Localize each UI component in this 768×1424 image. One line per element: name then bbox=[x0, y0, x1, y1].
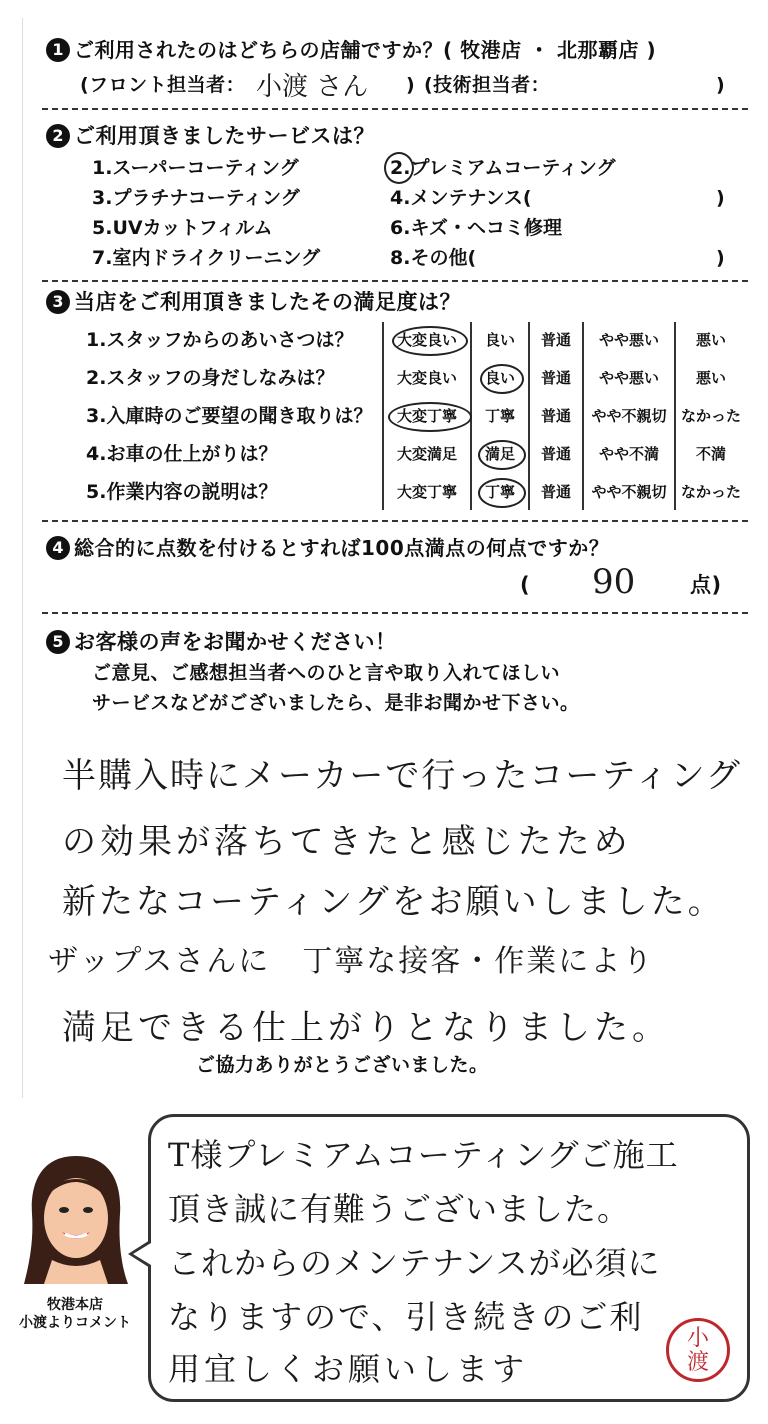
q2-option-8-close: ) bbox=[716, 247, 725, 269]
q3-choice: 普通 bbox=[540, 331, 571, 349]
q3-choice: 丁寧 bbox=[484, 407, 515, 425]
q3-choice: やや悪い bbox=[598, 331, 659, 349]
q1-front-value: 小渡 さん bbox=[256, 72, 369, 102]
q3-row-label: 1.スタッフからのあいさつは？ bbox=[86, 329, 354, 351]
q3-choice: 良い bbox=[484, 369, 515, 387]
q3-row-label: 2.スタッフの身だしなみは？ bbox=[86, 367, 335, 389]
q2-option-2: 2.プレミアムコーティング bbox=[390, 157, 616, 179]
q2-number: 2 bbox=[46, 124, 70, 148]
q4-question: 総合的に点数を付けるとすれば100点満点の何点ですか？ bbox=[74, 536, 610, 560]
q2-option-8: 8.その他( bbox=[390, 247, 477, 269]
q3-selected-circle bbox=[478, 478, 526, 508]
q3-selected-circle bbox=[478, 440, 526, 470]
comment-line: 頂き誠に有難うございました。 bbox=[168, 1190, 631, 1228]
q2-option-1: 1.スーパーコーティング bbox=[92, 157, 299, 179]
staff-avatar bbox=[22, 1152, 130, 1288]
q3-question: 当店をご利用頂きましたその満足度は？ bbox=[74, 290, 461, 314]
q3-choice: 大変丁寧 bbox=[396, 483, 457, 501]
name-stamp bbox=[666, 1318, 730, 1382]
q3-choice: 大変良い bbox=[396, 369, 457, 387]
q3-choice: 良い bbox=[484, 331, 515, 349]
q3-choice: 普通 bbox=[540, 369, 571, 387]
q5-answer-line: ザップスさんに 丁寧な接客・作業により bbox=[48, 944, 655, 979]
comment-line: なりますので、引き続きのご利 bbox=[168, 1298, 644, 1336]
divider bbox=[42, 108, 748, 110]
comment-line: T様プレミアムコーティングご施工 bbox=[168, 1136, 679, 1174]
stamp-text: 小 渡 bbox=[686, 1326, 709, 1375]
q3-choice: やや悪い bbox=[598, 369, 659, 387]
q5-question: お客様の声をお聞かせください！ bbox=[74, 630, 397, 654]
q3-number: 3 bbox=[46, 290, 70, 314]
q5-thanks: ご協力ありがとうございました。 bbox=[196, 1054, 489, 1076]
comment-line: これからのメンテナンスが必須に bbox=[168, 1244, 661, 1282]
q5-number: 5 bbox=[46, 630, 70, 654]
q3-row-label: 5.作業内容の説明は？ bbox=[86, 481, 278, 503]
q5-answer-line: の効果が落ちてきたと感じたため bbox=[62, 822, 632, 862]
comment-line: 用宜しくお願いします bbox=[168, 1350, 529, 1388]
q2-option-7: 7.室内ドライクリーニング bbox=[92, 247, 321, 269]
q4-open-paren: ( bbox=[520, 573, 531, 597]
q1-question: ご利用されたのはどちらの店舗ですか？( 牧港店 ・ 北那覇店 ) bbox=[74, 38, 657, 62]
q3-selected-circle bbox=[480, 364, 524, 394]
q5-answer-line: 半購入時にメーカーで行ったコーティング bbox=[62, 756, 742, 796]
q3-row-label: 3.入庫時のご要望の聞き取りは？ bbox=[86, 405, 373, 427]
q1-front-close: ) bbox=[406, 74, 416, 96]
q1-front-label: (フロント担当者： bbox=[80, 74, 246, 96]
q4-score: 90 bbox=[592, 562, 636, 602]
q2-option-6: 6.キズ・ヘコミ修理 bbox=[390, 217, 563, 239]
q3-choice: やや不親切 bbox=[591, 483, 667, 501]
q2-option-4: 4.メンテナンス( bbox=[390, 187, 532, 209]
q3-choice: 大変満足 bbox=[396, 445, 457, 463]
q1-tech-close: ) bbox=[716, 74, 726, 96]
q4-number: 4 bbox=[46, 536, 70, 560]
q3-choice: やや不親切 bbox=[591, 407, 667, 425]
comment-shop-staff: 小渡よりコメント bbox=[19, 1315, 131, 1331]
divider bbox=[42, 520, 748, 522]
q3-choice: 大変良い bbox=[396, 331, 457, 349]
q2-selected-circle bbox=[384, 152, 414, 184]
q2-question: ご利用頂きましたサービスは？ bbox=[74, 124, 375, 148]
q3-choice: なかった bbox=[680, 407, 741, 425]
q5-answer-line: 満足できる仕上がりとなりました。 bbox=[62, 1008, 670, 1048]
q3-choice: 普通 bbox=[540, 407, 571, 425]
q3-choice: 満足 bbox=[484, 445, 515, 463]
q3-choice: 悪い bbox=[695, 331, 726, 349]
q5-sub2: サービスなどがございましたら、是非お聞かせ下さい。 bbox=[92, 692, 580, 714]
q5-sub1: ご意見、ご感想担当者へのひと言や取り入れてほしい bbox=[92, 662, 561, 684]
divider bbox=[42, 612, 748, 614]
q3-selected-circle bbox=[392, 326, 468, 356]
q1-number: 1 bbox=[46, 38, 70, 62]
q3-choice: 不満 bbox=[695, 445, 726, 463]
comment-shop: 牧港本店 bbox=[47, 1297, 103, 1313]
q5-answer-line: 新たなコーティングをお願いしました。 bbox=[62, 882, 725, 922]
q3-selected-circle bbox=[388, 402, 472, 432]
q3-row-label: 4.お車の仕上がりは？ bbox=[86, 443, 278, 465]
q3-choice: 普通 bbox=[540, 445, 571, 463]
q2-option-4-close: ) bbox=[716, 187, 725, 209]
q3-choice: 悪い bbox=[695, 369, 726, 387]
q2-option-5: 5.UVカットフィルム bbox=[92, 217, 273, 239]
q1-tech-label: (技術担当者： bbox=[424, 74, 551, 96]
q2-option-3: 3.プラチナコーティング bbox=[92, 187, 300, 209]
divider bbox=[42, 280, 748, 282]
q3-choice: 大変丁寧 bbox=[396, 407, 457, 425]
q4-unit: 点) bbox=[690, 573, 722, 597]
q3-choice: なかった bbox=[680, 483, 741, 501]
q3-choice: 普通 bbox=[540, 483, 571, 501]
q3-choice: 丁寧 bbox=[484, 483, 515, 501]
q3-choice: やや不満 bbox=[598, 445, 659, 463]
